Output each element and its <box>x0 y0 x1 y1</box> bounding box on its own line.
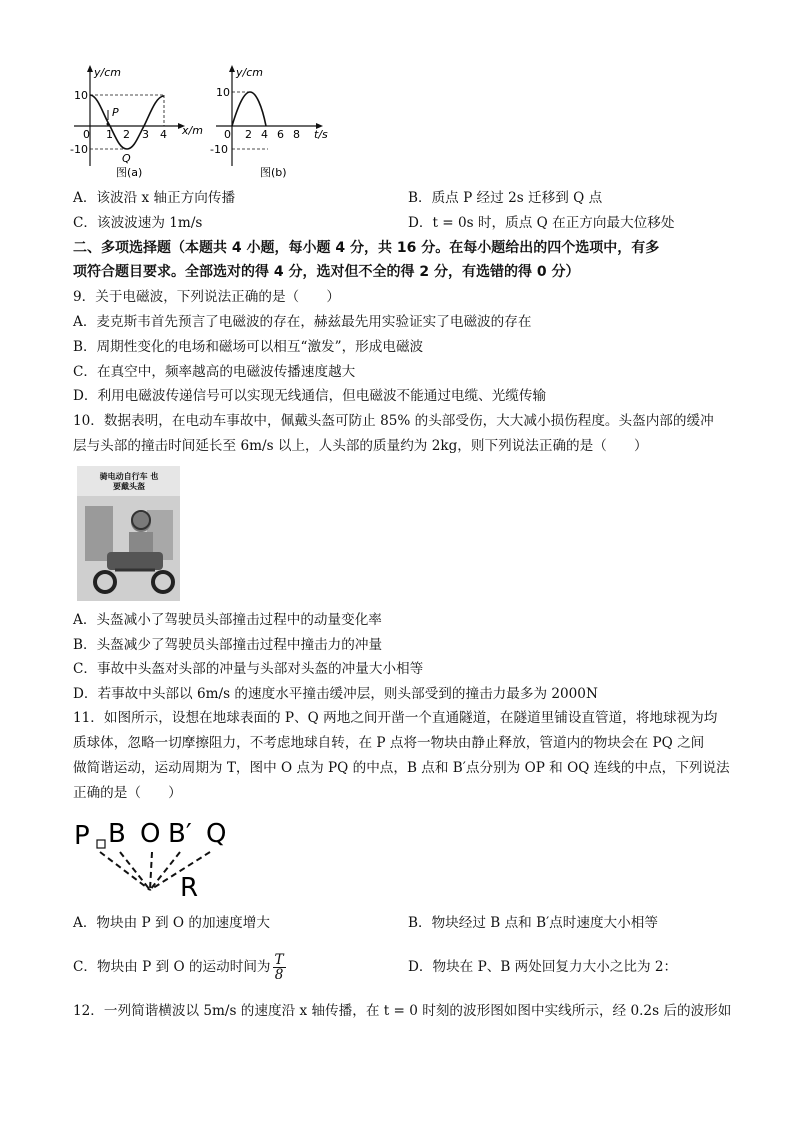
label-r: R <box>180 873 199 900</box>
q11-option-d: D．物块在 P、B 两处回复力大小之比为 2： <box>408 959 678 975</box>
q8-option-a: A．该波沿 x 轴正方向传播 <box>73 190 236 206</box>
q11-stem-line4: 正确的是（ ） <box>73 785 182 801</box>
line-o-r <box>150 852 152 890</box>
tick-x-3: 3 <box>142 128 149 141</box>
tunnel-diagram <box>72 812 242 900</box>
x-axis-label: t/s <box>314 128 328 141</box>
tick-x-1: 1 <box>106 128 113 141</box>
label-o: O <box>140 819 161 849</box>
label-b-prime: B′ <box>168 819 192 849</box>
q10-stem-line1: 10．数据表明，在电动车事故中，佩戴头盔可防止 85% 的头部受伤，大大减小损伤程度。头盔内部的缓冲 <box>73 413 714 429</box>
figure-graph-b <box>210 62 340 180</box>
q10-option-a: A．头盔减小了驾驶员头部撞击过程中的动量变化率 <box>73 612 382 628</box>
label-b: B <box>108 819 126 849</box>
y-axis-label: y/cm <box>236 66 263 79</box>
q11-stem-line3: 做简谐运动，运动周期为 T，图中 O 点为 PQ 的中点，B 点和 B′点分别为 OP 和 OQ 连线的中点，下列说法 <box>73 760 730 776</box>
block <box>97 840 105 848</box>
q9-option-c: C．在真空中，频率越高的电磁波传播速度越大 <box>73 364 356 380</box>
caption-a: 图(a) <box>116 166 143 179</box>
q11-option-c <box>73 950 286 984</box>
q9-option-a: A．麦克斯韦首先预言了电磁波的存在，赫兹最先用实验证实了电磁波的存在 <box>73 314 532 330</box>
q11-option-c-text: C．物块由 P 到 O 的运动时间为 <box>73 959 271 975</box>
q10-option-b: B．头盔减少了驾驶员头部撞击过程中撞击力的冲量 <box>73 637 383 653</box>
tick-t-0: 0 <box>224 128 231 141</box>
q11-stem-line1: 11．如图所示，设想在地球表面的 P、Q 两地之间开凿一个直通隧道，在隧道里铺设直管道，将地球视为均 <box>73 710 718 726</box>
x-axis-label: x/m <box>182 124 203 137</box>
label-p: P <box>74 821 90 851</box>
q9-option-b: B．周期性变化的电场和磁场可以相互“激发”，形成电磁波 <box>73 339 424 355</box>
tick-t-8: 8 <box>293 128 300 141</box>
fraction-numerator: T <box>274 952 284 968</box>
tick-y-10: 10 <box>74 89 88 102</box>
tick-x-0: 0 <box>83 128 90 141</box>
tick-y-neg10: -10 <box>70 143 88 156</box>
q11-stem-line2: 质球体，忽略一切摩擦阻力，不考虑地球自转，在 P 点将一物块由静止释放，管道内的物块会在 PQ 之间 <box>73 735 705 751</box>
y-axis-arrow <box>87 65 93 72</box>
vibration-curve <box>232 92 266 126</box>
q12-stem-line1: 12．一列简谐横波以 5m/s 的速度沿 x 轴传播，在 t = 0 时刻的波形图如图中实线所示，经 0.2s 后的波形如 <box>73 1003 732 1019</box>
q8-option-d: D．t = 0s 时，质点 Q 在正方向最大位移处 <box>408 215 675 231</box>
section2-heading-line2: 项符合题目要求。全部选对的得 4 分，选对但不全的得 2 分，有选错的得 0 分） <box>73 264 580 280</box>
caption-b: 图(b) <box>260 166 287 179</box>
q8-option-b: B．质点 P 经过 2s 迁移到 Q 点 <box>408 190 603 206</box>
q11-option-a: A．物块由 P 到 O 的加速度增大 <box>73 915 270 931</box>
label-q: Q <box>206 819 227 849</box>
point-p-dot <box>107 123 110 126</box>
tick-y-neg10: -10 <box>210 143 228 156</box>
q10-option-d: D．若事故中头部以 6m/s 的速度水平撞击缓冲层，则头部受到的撞击力最多为 2000N <box>73 686 598 702</box>
tick-t-2: 2 <box>245 128 252 141</box>
q10-stem-line2: 层与头部的撞击时间延长至 6m/s 以上，人头部的质量约为 2kg，则下列说法正确的是（ ） <box>73 438 648 454</box>
section2-heading-line1: 二、多项选择题（本题共 4 小题，每小题 4 分，共 16 分。在每小题给出的四个选项中，有多 <box>73 240 660 256</box>
tick-x-2: 2 <box>123 128 130 141</box>
figure-graph-a <box>70 62 210 180</box>
y-axis-arrow <box>229 65 235 72</box>
tick-t-4: 4 <box>261 128 268 141</box>
q10-option-c: C．事故中头盔对头部的冲量与头部对头盔的冲量大小相等 <box>73 661 424 677</box>
point-p-label: P <box>112 106 119 119</box>
tick-y-10: 10 <box>216 86 230 99</box>
q9-option-d: D．利用电磁波传递信号可以实现无线通信，但电磁波不能通过电缆、光缆传输 <box>73 388 547 404</box>
q11-option-b: B．物块经过 B 点和 B′点时速度大小相等 <box>408 915 658 931</box>
line-bprime-r <box>150 852 180 890</box>
point-q-label: Q <box>122 152 131 165</box>
tick-x-4: 4 <box>160 128 167 141</box>
q8-option-c: C．该波波速为 1m/s <box>73 215 203 231</box>
helmet-illustration <box>77 466 180 601</box>
image-caption: 骑电动自行车 也要戴头盔 <box>99 472 159 491</box>
fraction-denominator: 8 <box>274 967 284 983</box>
q9-stem: 9．关于电磁波，下列说法正确的是（ ） <box>73 289 340 305</box>
line-p-r <box>100 852 150 890</box>
y-axis-label: y/cm <box>94 66 121 79</box>
fraction-t-over-8 <box>273 953 286 982</box>
tick-t-6: 6 <box>277 128 284 141</box>
